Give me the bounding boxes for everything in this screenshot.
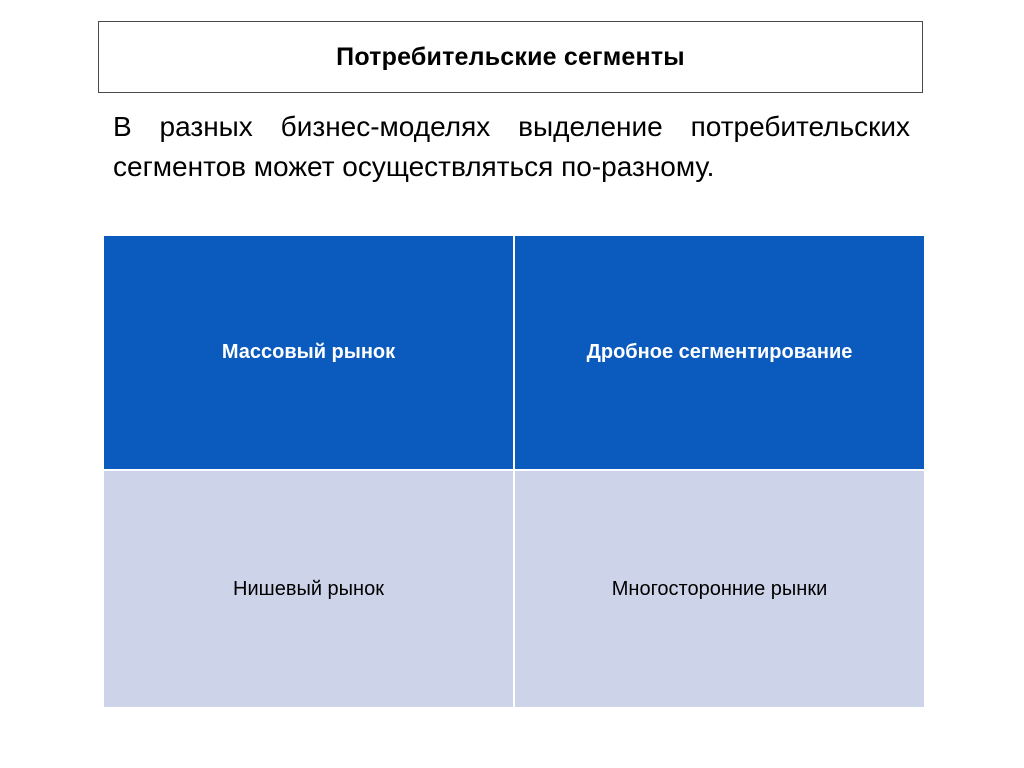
table-cell-mass-market: Массовый рынок <box>104 236 513 469</box>
title-box <box>98 21 923 93</box>
segments-table <box>104 236 924 707</box>
table-cell-multi-sided-markets: Многосторонние рынки <box>515 471 924 707</box>
slide-title: Потребительские сегменты <box>336 42 685 71</box>
table-cell-fragmented-segmentation: Дробное сегментирование <box>515 236 924 469</box>
intro-paragraph: В разных бизнес-моделях выделение потребительских сегментов может осуществляться по-разному. <box>113 111 910 182</box>
table-cell-niche-market: Нишевый рынок <box>104 471 513 707</box>
